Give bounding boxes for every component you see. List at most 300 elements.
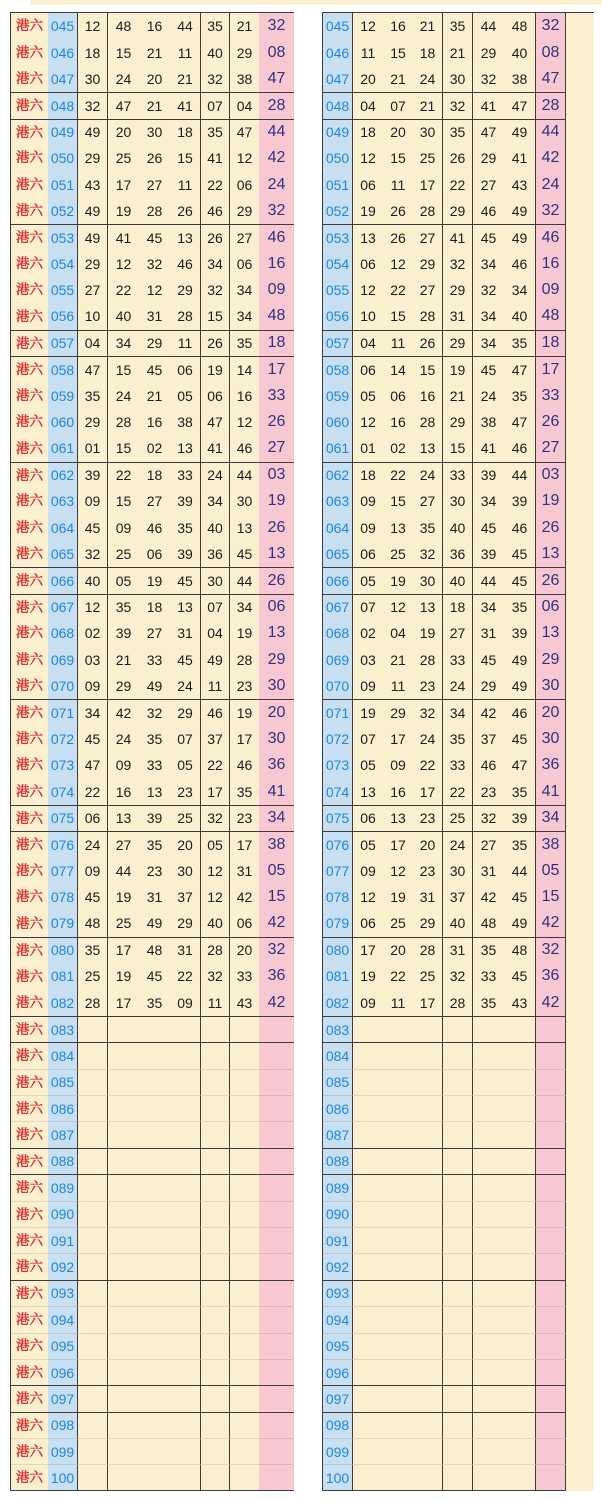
number-cell: 20 (230, 937, 259, 963)
number-cell: 24 (413, 66, 443, 92)
special-number-cell: 30 (259, 673, 294, 699)
number-cell: 06 (353, 541, 383, 567)
number-cell: 02 (383, 435, 413, 461)
row-label: 港六 (11, 1253, 48, 1279)
special-number-cell: 38 (259, 831, 294, 857)
number-cell: 43 (78, 171, 108, 197)
row-label: 港六 (11, 1042, 48, 1068)
number-cell (353, 1412, 383, 1438)
issue-cell: 067 (323, 594, 353, 620)
row-label: 港六 (11, 989, 48, 1015)
number-cell: 49 (139, 673, 170, 699)
number-cell: 32 (78, 92, 108, 118)
number-cell: 06 (170, 356, 201, 382)
issue-cell: 046 (323, 39, 353, 65)
issue-cell: 047 (323, 66, 353, 92)
number-cell: 22 (78, 778, 108, 804)
issue-cell: 095 (323, 1333, 353, 1359)
number-cell: 34 (504, 277, 536, 303)
table-row (11, 831, 294, 857)
number-cell: 46 (504, 699, 536, 725)
number-cell: 11 (201, 989, 230, 1015)
empty-margin-cell (566, 1464, 594, 1490)
special-number-cell: 48 (259, 303, 294, 329)
table-row (323, 1121, 594, 1147)
table-row (323, 66, 594, 92)
number-cell (201, 1464, 230, 1490)
issue-cell: 055 (48, 277, 78, 303)
number-cell: 18 (413, 39, 443, 65)
table-row (11, 145, 294, 171)
number-cell: 29 (443, 198, 473, 224)
number-cell: 33 (443, 646, 473, 672)
number-cell (443, 1201, 473, 1227)
number-cell: 39 (108, 620, 139, 646)
issue-cell: 047 (48, 66, 78, 92)
empty-margin-cell (566, 752, 594, 778)
number-cell: 09 (353, 858, 383, 884)
issue-cell: 096 (323, 1359, 353, 1385)
number-cell (473, 1148, 504, 1174)
issue-cell: 098 (48, 1412, 78, 1438)
number-cell: 29 (473, 145, 504, 171)
table-row (323, 251, 594, 277)
number-cell: 31 (139, 303, 170, 329)
empty-margin-cell (566, 646, 594, 672)
number-cell (473, 1121, 504, 1147)
table-row (11, 198, 294, 224)
issue-cell: 093 (48, 1280, 78, 1306)
number-cell: 09 (353, 488, 383, 514)
number-cell: 33 (170, 462, 201, 488)
table-row (11, 726, 294, 752)
special-number-cell: 34 (536, 805, 566, 831)
table-row (323, 646, 594, 672)
table-row (323, 13, 594, 39)
number-cell: 28 (413, 937, 443, 963)
number-cell (383, 1095, 413, 1121)
number-cell: 46 (473, 198, 504, 224)
issue-cell: 089 (48, 1174, 78, 1200)
number-cell: 45 (230, 541, 259, 567)
empty-margin-cell (566, 1069, 594, 1095)
row-label: 港六 (11, 514, 48, 540)
number-cell: 12 (78, 13, 108, 39)
number-cell: 19 (201, 356, 230, 382)
number-cell: 32 (473, 277, 504, 303)
issue-cell: 072 (48, 726, 78, 752)
special-number-cell: 32 (259, 937, 294, 963)
number-cell: 34 (473, 303, 504, 329)
row-label: 港六 (11, 198, 48, 224)
row-label: 港六 (11, 726, 48, 752)
number-cell: 39 (170, 488, 201, 514)
number-cell: 22 (108, 462, 139, 488)
number-cell (504, 1333, 536, 1359)
special-number-cell: 03 (259, 462, 294, 488)
table-row (11, 646, 294, 672)
table-row (323, 382, 594, 408)
number-cell: 33 (443, 752, 473, 778)
row-label: 港六 (11, 831, 48, 857)
table-row (11, 1121, 294, 1147)
row-label: 港六 (11, 66, 48, 92)
number-cell (473, 1042, 504, 1068)
issue-cell: 066 (323, 567, 353, 593)
number-cell: 06 (201, 382, 230, 408)
number-cell (108, 1016, 139, 1042)
number-cell: 31 (170, 620, 201, 646)
number-cell: 04 (383, 620, 413, 646)
number-cell: 40 (443, 514, 473, 540)
issue-cell: 081 (48, 963, 78, 989)
number-cell: 05 (353, 382, 383, 408)
number-cell (443, 1385, 473, 1411)
issue-cell: 088 (323, 1148, 353, 1174)
number-cell (353, 1227, 383, 1253)
issue-cell: 094 (48, 1306, 78, 1332)
empty-margin-cell (566, 39, 594, 65)
number-cell: 21 (413, 92, 443, 118)
table-row (323, 1385, 594, 1411)
table-row (11, 910, 294, 936)
number-cell (139, 1016, 170, 1042)
number-cell (353, 1306, 383, 1332)
table-row (11, 382, 294, 408)
number-cell: 26 (201, 224, 230, 250)
number-cell (78, 1253, 108, 1279)
number-cell: 35 (108, 594, 139, 620)
number-cell: 29 (413, 251, 443, 277)
number-cell: 45 (78, 884, 108, 910)
issue-cell: 052 (323, 198, 353, 224)
number-cell (504, 1201, 536, 1227)
number-cell: 19 (413, 620, 443, 646)
number-cell: 35 (504, 382, 536, 408)
number-cell: 07 (353, 594, 383, 620)
number-cell (230, 1253, 259, 1279)
number-cell (170, 1385, 201, 1411)
number-cell (108, 1253, 139, 1279)
number-cell: 06 (383, 382, 413, 408)
number-cell: 39 (170, 541, 201, 567)
special-number-cell: 16 (259, 251, 294, 277)
draw-order-table (10, 12, 294, 1491)
number-cell (504, 1464, 536, 1490)
special-number-cell (259, 1359, 294, 1385)
number-cell: 28 (230, 646, 259, 672)
row-label: 港六 (11, 752, 48, 778)
issue-cell: 073 (323, 752, 353, 778)
row-label: 港六 (11, 1148, 48, 1174)
number-cell: 05 (201, 831, 230, 857)
number-cell: 29 (473, 673, 504, 699)
number-cell (473, 1438, 504, 1464)
empty-margin-cell (566, 884, 594, 910)
issue-cell: 065 (323, 541, 353, 567)
special-number-cell: 13 (536, 620, 566, 646)
number-cell: 11 (170, 39, 201, 65)
number-cell: 20 (413, 831, 443, 857)
number-cell (139, 1464, 170, 1490)
number-cell: 05 (353, 567, 383, 593)
row-label: 港六 (11, 567, 48, 593)
number-cell: 15 (383, 488, 413, 514)
number-cell: 17 (413, 989, 443, 1015)
number-cell: 28 (78, 989, 108, 1015)
empty-margin-cell (566, 1253, 594, 1279)
number-cell: 13 (230, 514, 259, 540)
special-number-cell: 06 (259, 594, 294, 620)
number-cell: 33 (139, 752, 170, 778)
number-cell: 30 (201, 567, 230, 593)
number-cell (413, 1042, 443, 1068)
number-cell: 17 (413, 171, 443, 197)
number-cell: 19 (139, 567, 170, 593)
empty-margin-cell (566, 1333, 594, 1359)
number-cell (383, 1253, 413, 1279)
table-row (323, 1412, 594, 1438)
special-number-cell: 15 (259, 884, 294, 910)
number-cell: 18 (170, 119, 201, 145)
special-number-cell (259, 1253, 294, 1279)
number-cell: 32 (443, 963, 473, 989)
special-number-cell (259, 1464, 294, 1490)
number-cell: 10 (353, 303, 383, 329)
number-cell: 35 (139, 726, 170, 752)
number-cell: 01 (78, 435, 108, 461)
table-row (323, 541, 594, 567)
number-cell (413, 1333, 443, 1359)
issue-cell: 068 (323, 620, 353, 646)
special-number-cell: 20 (536, 699, 566, 725)
number-cell: 45 (139, 356, 170, 382)
special-number-cell: 30 (536, 726, 566, 752)
number-cell: 09 (170, 989, 201, 1015)
number-cell: 12 (383, 858, 413, 884)
number-cell: 41 (443, 224, 473, 250)
row-label: 港六 (11, 937, 48, 963)
number-cell (201, 1042, 230, 1068)
number-cell: 22 (201, 752, 230, 778)
issue-cell: 061 (48, 435, 78, 461)
number-cell: 30 (443, 66, 473, 92)
row-label: 港六 (11, 594, 48, 620)
number-cell: 39 (78, 462, 108, 488)
empty-margin-cell (566, 1359, 594, 1385)
number-cell: 18 (353, 462, 383, 488)
special-number-cell (536, 1359, 566, 1385)
issue-cell: 051 (48, 171, 78, 197)
number-cell: 15 (108, 356, 139, 382)
number-cell: 35 (413, 514, 443, 540)
issue-cell: 093 (323, 1280, 353, 1306)
issue-cell: 079 (48, 910, 78, 936)
number-cell (170, 1359, 201, 1385)
table-row (323, 567, 594, 593)
number-cell (473, 1306, 504, 1332)
number-cell: 21 (383, 646, 413, 672)
number-cell (353, 1464, 383, 1490)
number-cell: 38 (504, 66, 536, 92)
number-cell: 37 (443, 884, 473, 910)
number-cell: 29 (443, 330, 473, 356)
number-cell: 19 (353, 198, 383, 224)
special-number-cell: 29 (259, 646, 294, 672)
number-cell (443, 1306, 473, 1332)
special-number-cell: 42 (259, 910, 294, 936)
number-cell: 43 (230, 989, 259, 1015)
special-number-cell (259, 1280, 294, 1306)
issue-cell: 085 (48, 1069, 78, 1095)
empty-margin-cell (566, 1306, 594, 1332)
number-cell: 38 (230, 66, 259, 92)
table-row (11, 1095, 294, 1121)
issue-cell: 050 (323, 145, 353, 171)
number-cell: 26 (383, 224, 413, 250)
number-cell: 21 (230, 13, 259, 39)
number-cell: 06 (230, 171, 259, 197)
empty-margin-cell (566, 910, 594, 936)
number-cell: 40 (443, 910, 473, 936)
number-cell: 35 (443, 726, 473, 752)
number-cell (230, 1069, 259, 1095)
table-row (323, 1306, 594, 1332)
number-cell: 24 (108, 382, 139, 408)
empty-margin-cell (566, 92, 594, 118)
issue-cell: 077 (48, 858, 78, 884)
table-row (323, 726, 594, 752)
row-label: 港六 (11, 1069, 48, 1095)
number-cell (108, 1385, 139, 1411)
number-cell: 23 (170, 778, 201, 804)
number-cell (139, 1148, 170, 1174)
number-cell: 16 (139, 13, 170, 39)
number-cell: 06 (353, 171, 383, 197)
number-cell: 40 (78, 567, 108, 593)
empty-margin-cell (566, 462, 594, 488)
number-cell (78, 1016, 108, 1042)
number-cell (170, 1412, 201, 1438)
number-cell (353, 1438, 383, 1464)
number-cell: 32 (139, 251, 170, 277)
number-cell: 14 (230, 356, 259, 382)
special-number-cell (536, 1280, 566, 1306)
number-cell (413, 1359, 443, 1385)
issue-cell: 059 (323, 382, 353, 408)
number-cell: 32 (443, 251, 473, 277)
number-cell (78, 1201, 108, 1227)
number-cell (230, 1412, 259, 1438)
table-row (11, 514, 294, 540)
number-cell: 49 (504, 198, 536, 224)
number-cell: 19 (443, 356, 473, 382)
number-cell: 34 (230, 303, 259, 329)
row-label: 港六 (11, 620, 48, 646)
special-number-cell: 13 (259, 541, 294, 567)
number-cell: 45 (473, 514, 504, 540)
table-row (323, 1280, 594, 1306)
table-row (11, 251, 294, 277)
table-row (11, 541, 294, 567)
number-cell (108, 1121, 139, 1147)
number-cell: 28 (413, 646, 443, 672)
number-cell (473, 1069, 504, 1095)
issue-cell: 060 (323, 409, 353, 435)
special-number-cell (536, 1412, 566, 1438)
number-cell (201, 1385, 230, 1411)
row-label: 港六 (11, 488, 48, 514)
number-cell: 17 (201, 778, 230, 804)
number-cell: 12 (353, 277, 383, 303)
number-cell (139, 1306, 170, 1332)
number-cell: 23 (413, 805, 443, 831)
number-cell: 34 (230, 277, 259, 303)
number-cell (170, 1174, 201, 1200)
number-cell (139, 1174, 170, 1200)
number-cell: 23 (230, 673, 259, 699)
table-row (323, 989, 594, 1015)
number-cell: 23 (413, 858, 443, 884)
number-cell: 06 (353, 251, 383, 277)
number-cell (170, 1042, 201, 1068)
number-cell (383, 1333, 413, 1359)
number-cell: 45 (170, 646, 201, 672)
number-cell: 41 (201, 435, 230, 461)
number-cell: 13 (413, 594, 443, 620)
number-cell: 35 (473, 937, 504, 963)
special-number-cell: 32 (536, 198, 566, 224)
number-cell (383, 1464, 413, 1490)
table-row (323, 858, 594, 884)
number-cell: 09 (78, 673, 108, 699)
number-cell: 47 (504, 356, 536, 382)
empty-margin-cell (566, 805, 594, 831)
special-number-cell: 32 (536, 937, 566, 963)
number-cell (383, 1201, 413, 1227)
number-cell: 17 (230, 726, 259, 752)
table-row (323, 1042, 594, 1068)
table-row (11, 1333, 294, 1359)
number-cell: 17 (108, 989, 139, 1015)
table-row (323, 39, 594, 65)
number-cell: 34 (473, 488, 504, 514)
special-number-cell: 05 (259, 858, 294, 884)
number-cell (201, 1201, 230, 1227)
number-cell: 15 (383, 39, 413, 65)
number-cell: 04 (353, 92, 383, 118)
number-cell: 19 (108, 884, 139, 910)
number-cell: 21 (383, 66, 413, 92)
number-cell (230, 1016, 259, 1042)
issue-cell: 071 (48, 699, 78, 725)
number-cell: 42 (108, 699, 139, 725)
table-row (11, 303, 294, 329)
issue-cell: 076 (48, 831, 78, 857)
empty-margin-cell (566, 1280, 594, 1306)
number-cell: 28 (413, 198, 443, 224)
issue-cell: 058 (48, 356, 78, 382)
number-cell: 39 (504, 805, 536, 831)
issue-cell: 100 (323, 1464, 353, 1490)
number-cell: 24 (413, 462, 443, 488)
number-cell (139, 1253, 170, 1279)
number-cell (383, 1412, 413, 1438)
empty-margin-cell (566, 831, 594, 857)
table-row (323, 1438, 594, 1464)
special-number-cell (536, 1148, 566, 1174)
issue-cell: 084 (323, 1042, 353, 1068)
